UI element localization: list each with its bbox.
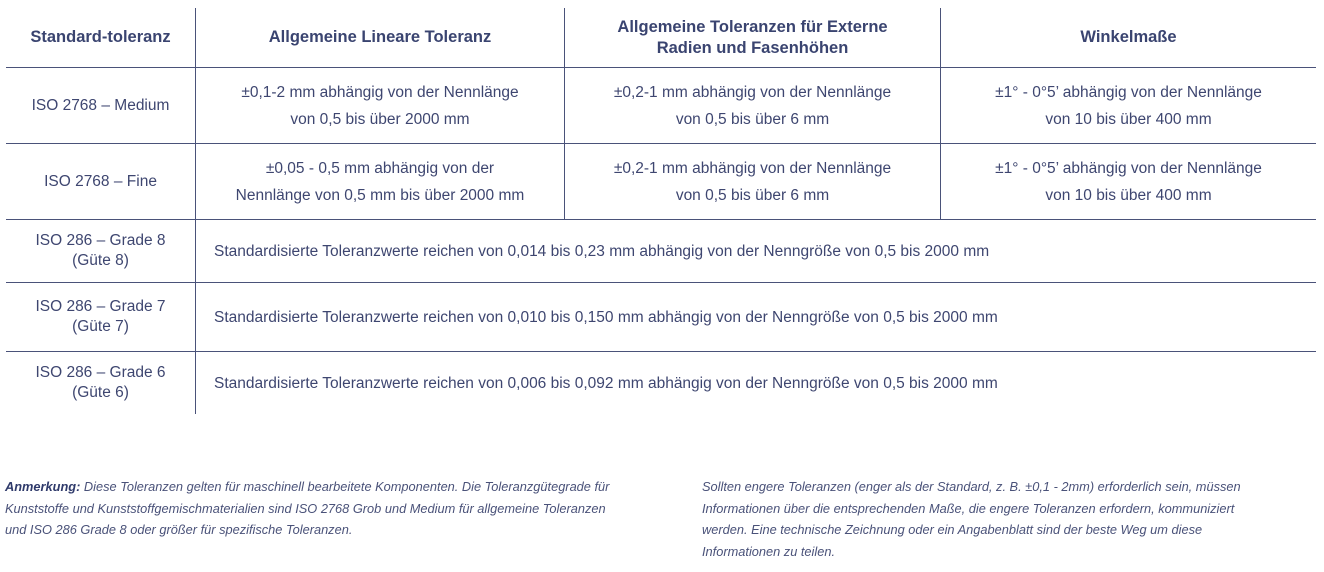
linear-cell: ±0,05 - 0,5 mm abhängig von der Nennlänge von 0,5 mm bis über 2000 mm [196, 144, 565, 219]
header-radii [565, 8, 941, 67]
standard-cell: ISO 2768 – Fine [6, 144, 196, 219]
radii-cell: ±0,2-1 mm abhängig von der Nennlänge von 0,5 bis über 6 mm [565, 68, 941, 143]
table-row [6, 352, 1316, 414]
header-radii-line2: Radien und Fasenhöhen [656, 38, 849, 57]
note-label: Anmerkung: [5, 479, 81, 494]
tolerance-range-cell: Standardisierte Toleranzwerte reichen von 0,010 bis 0,150 mm abhängig von der Nenngröße von 0,5 bis 2000 mm [214, 308, 998, 326]
header-standard: Standard-toleranz [6, 8, 196, 67]
table-row [6, 283, 1316, 352]
radii-cell: ±0,2-1 mm abhängig von der Nennlänge von 0,5 bis über 6 mm [565, 144, 941, 219]
table-row [6, 68, 1316, 144]
header-angular: Winkelmaße [1080, 28, 1177, 46]
standard-cell: ISO 286 – Grade 7 (Güte 7) [6, 283, 196, 351]
note-right: Sollten engere Toleranzen (enger als der Standard, z. B. ±0,1 - 2mm) erforderlich sein, müssen Informationen über die entsprechenden Maße, die engere Toleranzen erfordern, kommuniziert werden. Eine technische Zeichnung oder ein Angabenblatt sind der beste Weg um diese Informationen zu teilen. [702, 479, 1241, 559]
table-row [6, 144, 1316, 220]
tolerance-range-cell: Standardisierte Toleranzwerte reichen von 0,014 bis 0,23 mm abhängig von der Nenngröße von 0,5 bis 2000 mm [214, 242, 990, 260]
tolerance-table [6, 8, 1316, 414]
standard-cell: ISO 286 – Grade 8 (Güte 8) [6, 220, 196, 282]
standard-cell: ISO 2768 – Medium [6, 68, 196, 143]
angular-cell: ±1° - 0°5’ abhängig von der Nennlänge von 10 bis über 400 mm [995, 83, 1262, 128]
header-linear: Allgemeine Lineare Toleranz [196, 8, 565, 67]
standard-cell: ISO 286 – Grade 6 (Güte 6) [6, 352, 196, 414]
table-header-row [6, 8, 1316, 68]
header-radii-line1: Allgemeine Toleranzen für Externe [617, 17, 888, 36]
linear-cell: ±0,1-2 mm abhängig von der Nennlänge von 0,5 bis über 2000 mm [196, 68, 565, 143]
table-row [6, 220, 1316, 283]
note-left: Anmerkung: Diese Toleranzen gelten für maschinell bearbeitete Komponenten. Die Toleranzgütegrade für Kunststoffe und Kunststoffgemischmaterialien sind ISO 2768 Grob und Medium für allgemeine Toleranzen und ISO 286 Grade 8 oder größer für spezifische Toleranzen. [5, 479, 610, 537]
tolerance-range-cell: Standardisierte Toleranzwerte reichen von 0,006 bis 0,092 mm abhängig von der Nenngröße von 0,5 bis 2000 mm [214, 374, 998, 392]
angular-cell: ±1° - 0°5’ abhängig von der Nennlänge von 10 bis über 400 mm [995, 159, 1262, 204]
